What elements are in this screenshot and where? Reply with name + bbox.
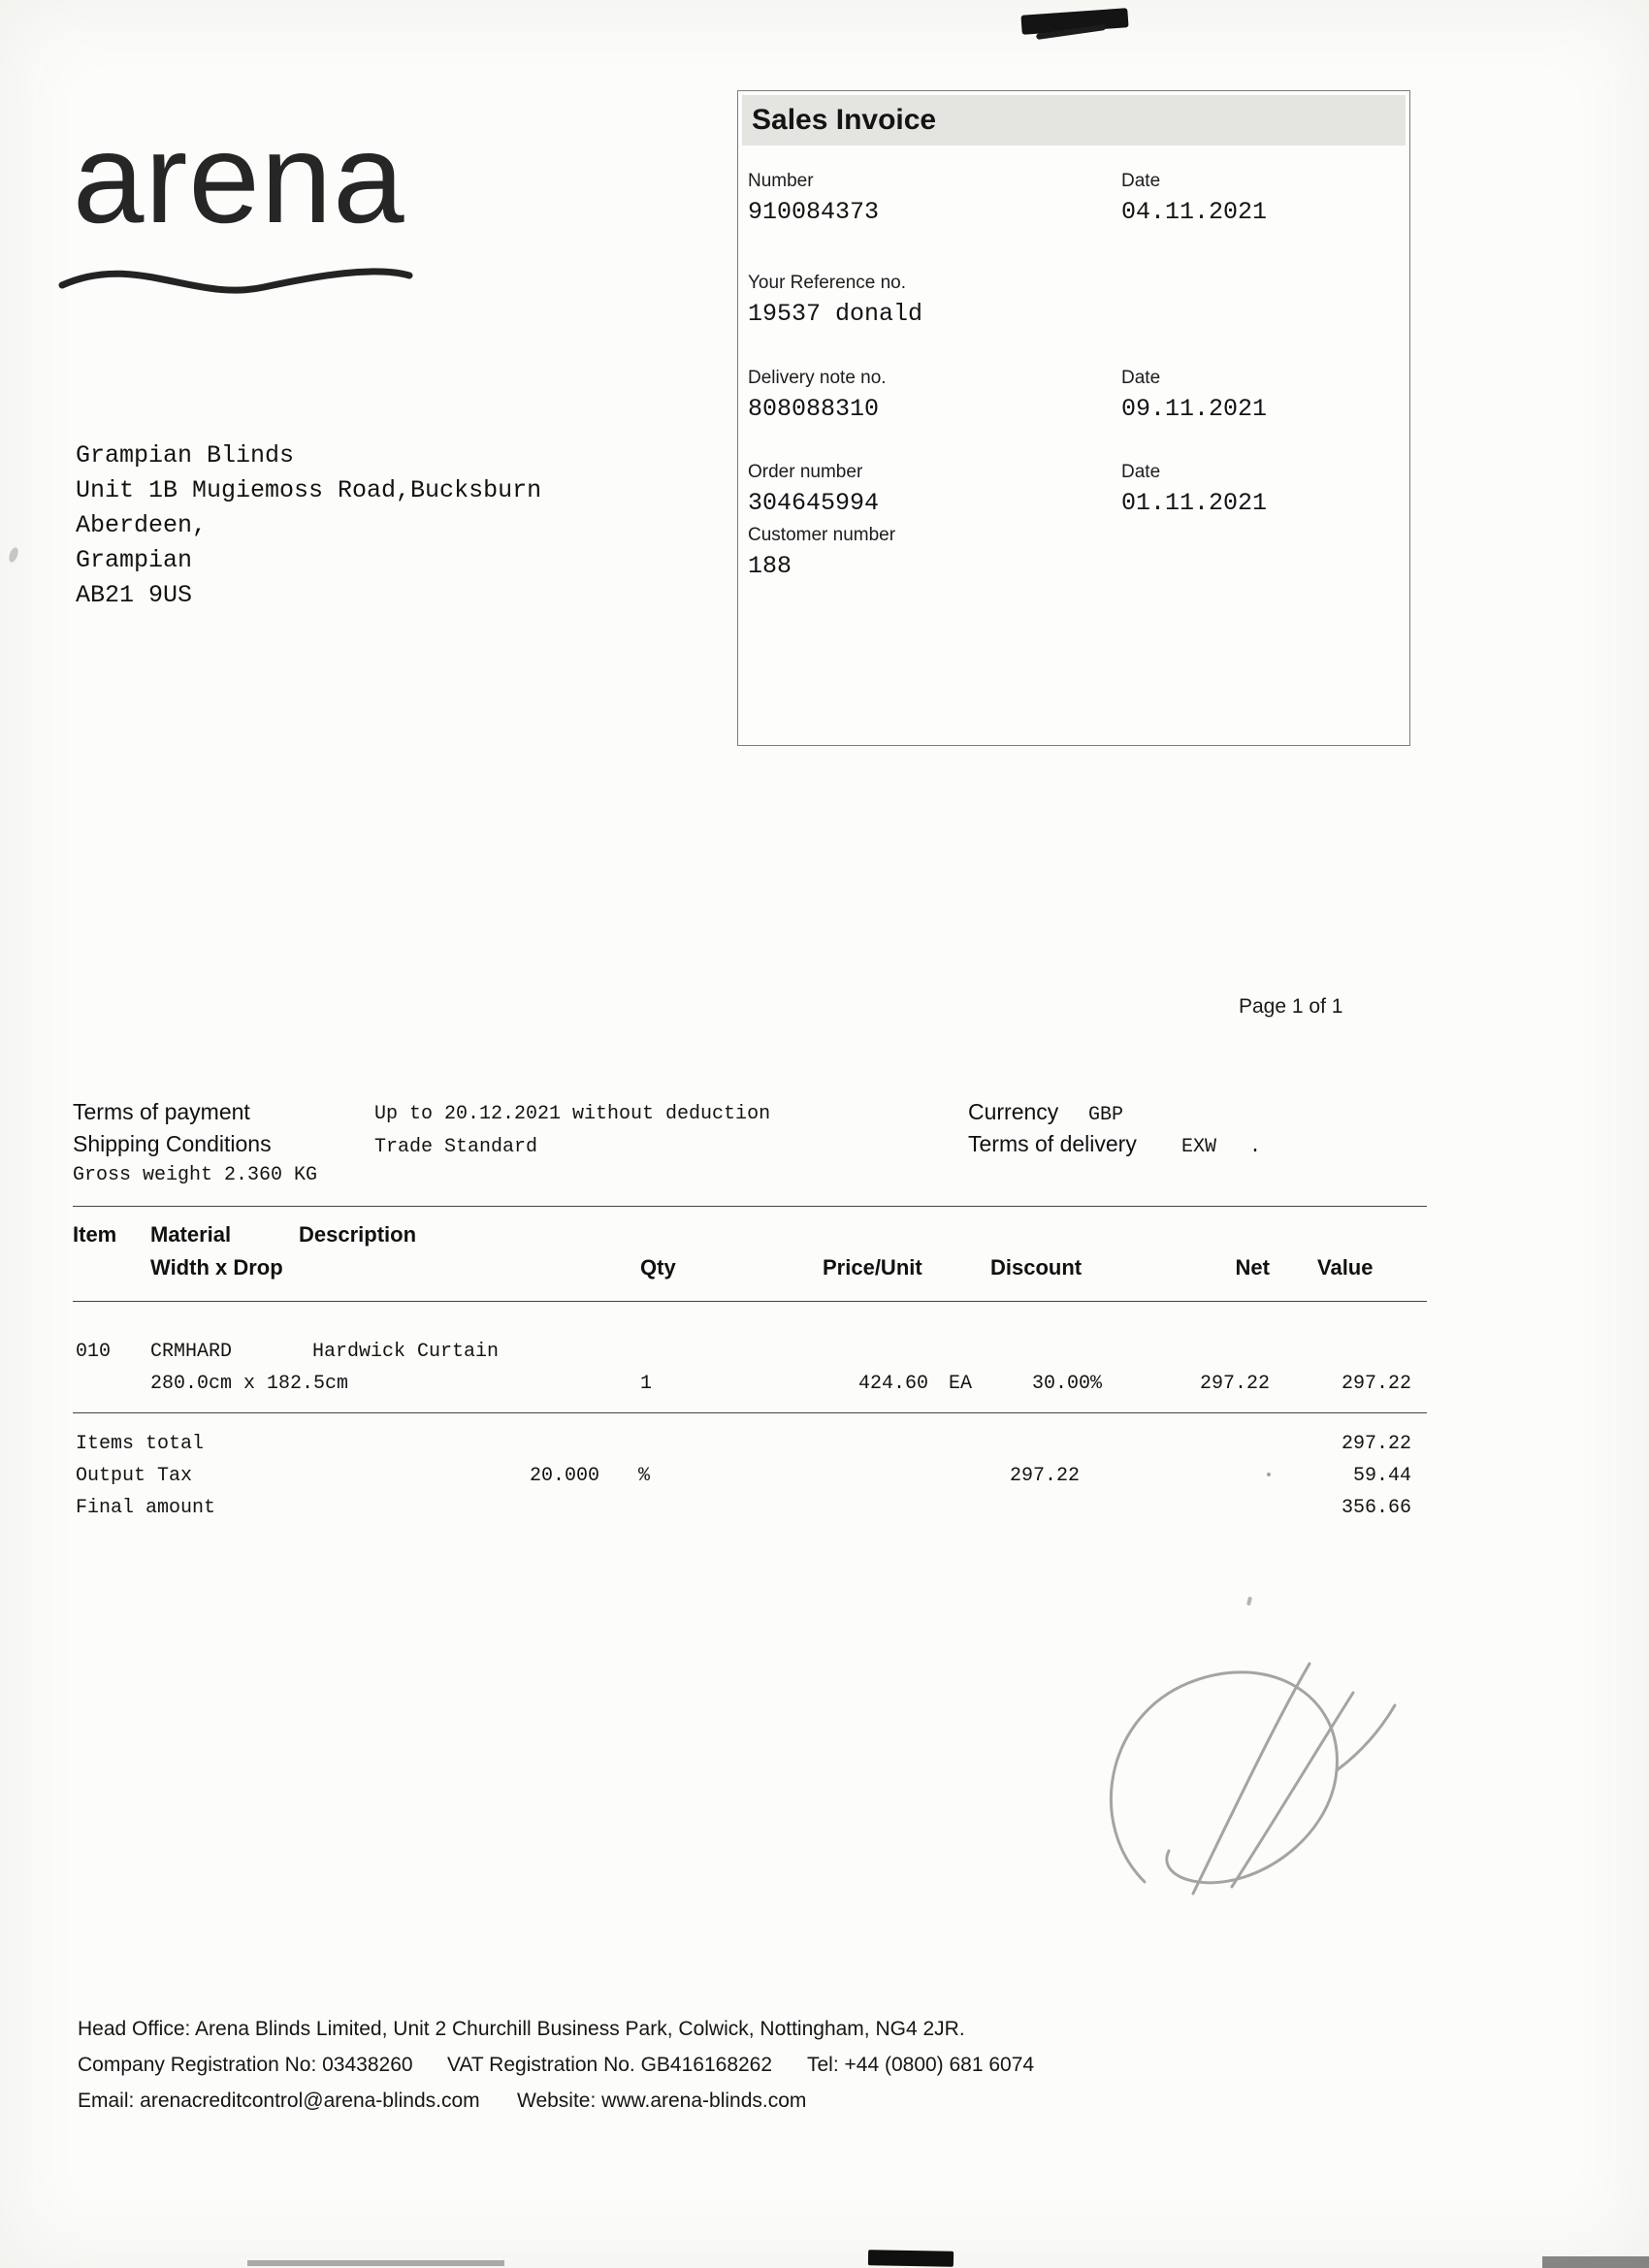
- footer-email: Email: arenacreditcontrol@arena-blinds.com: [78, 2090, 480, 2112]
- items-total-value: 297.22: [1341, 1433, 1411, 1455]
- table-rule-row-bottom: [73, 1412, 1427, 1413]
- footer-website: Website: www.arena-blinds.com: [517, 2090, 807, 2112]
- shipping-conditions-value: Trade Standard: [374, 1136, 538, 1158]
- output-tax-base: 297.22: [1009, 1465, 1080, 1487]
- output-tax-label: Output Tax: [76, 1465, 193, 1487]
- col-header-net: Net: [1235, 1255, 1270, 1280]
- sales-invoice-box: [737, 90, 1410, 746]
- final-amount-value: 356.66: [1341, 1497, 1411, 1519]
- scan-speck-2-icon: [1246, 1597, 1252, 1606]
- shipping-conditions-label: Shipping Conditions: [73, 1131, 272, 1156]
- recipient-line-1: Grampian Blinds: [76, 441, 295, 470]
- row-width-drop: 280.0cm x 182.5cm: [150, 1373, 349, 1395]
- recipient-line-5: AB21 9US: [76, 581, 193, 609]
- terms-of-payment-value: Up to 20.12.2021 without deduction: [374, 1103, 771, 1125]
- reference-label: Your Reference no.: [748, 273, 907, 293]
- col-header-width-drop: Width x Drop: [150, 1255, 283, 1280]
- row-material: CRMHARD: [150, 1341, 233, 1363]
- row-value: 297.22: [1341, 1373, 1411, 1395]
- col-header-description: Description: [299, 1222, 417, 1247]
- customer-number-value: 188: [748, 552, 792, 580]
- delivery-note-value: 808088310: [748, 395, 880, 423]
- recipient-address: [76, 438, 541, 613]
- col-header-price-unit: Price/Unit: [823, 1255, 922, 1280]
- footer-company-registration: Company Registration No: 03438260: [78, 2054, 413, 2076]
- scan-streak-bottom-right-icon: [1542, 2256, 1649, 2268]
- final-amount-label: Final amount: [76, 1497, 216, 1519]
- output-tax-amount: 59.44: [1352, 1465, 1411, 1487]
- delivery-date-label: Date: [1121, 368, 1161, 388]
- footer-telephone: Tel: +44 (0800) 681 6074: [807, 2054, 1035, 2076]
- col-header-value: Value: [1317, 1255, 1374, 1280]
- table-rule-header-bottom: [73, 1301, 1427, 1302]
- currency-label: Currency: [968, 1099, 1059, 1124]
- col-header-material: Material: [150, 1222, 232, 1247]
- scan-mark-bottom-icon: [868, 2250, 954, 2267]
- arena-logo: arena: [73, 107, 405, 249]
- row-unit: EA: [949, 1373, 973, 1395]
- row-price-unit: 424.60: [857, 1373, 928, 1395]
- row-discount: 30.00%: [1031, 1373, 1102, 1395]
- delivery-note-label: Delivery note no.: [748, 368, 887, 388]
- row-description: Hardwick Curtain: [312, 1341, 500, 1363]
- output-tax-rate: 20.000: [529, 1465, 599, 1487]
- page-indicator: Page 1 of 1: [1239, 995, 1343, 1018]
- recipient-line-2: Unit 1B Mugiemoss Road,Bucksburn: [76, 476, 542, 504]
- recipient-line-4: Grampian: [76, 546, 193, 574]
- scan-speck-1-icon: [1267, 1473, 1271, 1476]
- output-tax-percent-sign: %: [638, 1465, 651, 1487]
- number-date-value: 04.11.2021: [1121, 198, 1268, 226]
- number-date-label: Date: [1121, 171, 1161, 191]
- col-header-discount: Discount: [990, 1255, 1083, 1280]
- reference-value: 19537 donald: [748, 300, 923, 328]
- scan-streak-bottom-left-icon: [247, 2260, 504, 2266]
- terms-of-delivery-suffix: .: [1249, 1136, 1262, 1158]
- col-header-qty: Qty: [640, 1255, 676, 1280]
- footer-vat-registration: VAT Registration No. GB416168262: [447, 2054, 773, 2076]
- arena-logo-swoosh-icon: [58, 260, 415, 303]
- row-qty: 1: [640, 1373, 653, 1395]
- gross-weight: Gross weight 2.360 KG: [73, 1164, 318, 1186]
- sales-invoice-title-bar: [742, 95, 1406, 146]
- footer-head-office: Head Office: Arena Blinds Limited, Unit 2 Churchill Business Park, Colwick, Nottingham, NG4 2JR.: [78, 2018, 965, 2040]
- order-date-value: 01.11.2021: [1121, 489, 1268, 517]
- recipient-line-3: Aberdeen,: [76, 511, 208, 539]
- terms-of-payment-label: Terms of payment: [73, 1099, 250, 1124]
- scan-speck-left-icon: [8, 546, 20, 564]
- terms-of-delivery-label: Terms of delivery: [968, 1131, 1137, 1156]
- order-number-label: Order number: [748, 462, 863, 482]
- terms-of-delivery-value: EXW: [1181, 1136, 1217, 1158]
- table-rule-top: [73, 1206, 1427, 1207]
- delivery-date-value: 09.11.2021: [1121, 395, 1268, 423]
- order-number-value: 304645994: [748, 489, 880, 517]
- row-item: 010: [76, 1341, 112, 1363]
- customer-number-label: Customer number: [748, 525, 896, 545]
- sales-invoice-title: Sales Invoice: [752, 104, 937, 136]
- items-total-label: Items total: [76, 1433, 205, 1455]
- number-label: Number: [748, 171, 814, 191]
- order-date-label: Date: [1121, 462, 1161, 482]
- signature-icon: [1077, 1639, 1406, 1921]
- row-net: 297.22: [1199, 1373, 1270, 1395]
- col-header-item: Item: [73, 1222, 117, 1247]
- currency-value: GBP: [1088, 1104, 1124, 1126]
- number-value: 910084373: [748, 198, 880, 226]
